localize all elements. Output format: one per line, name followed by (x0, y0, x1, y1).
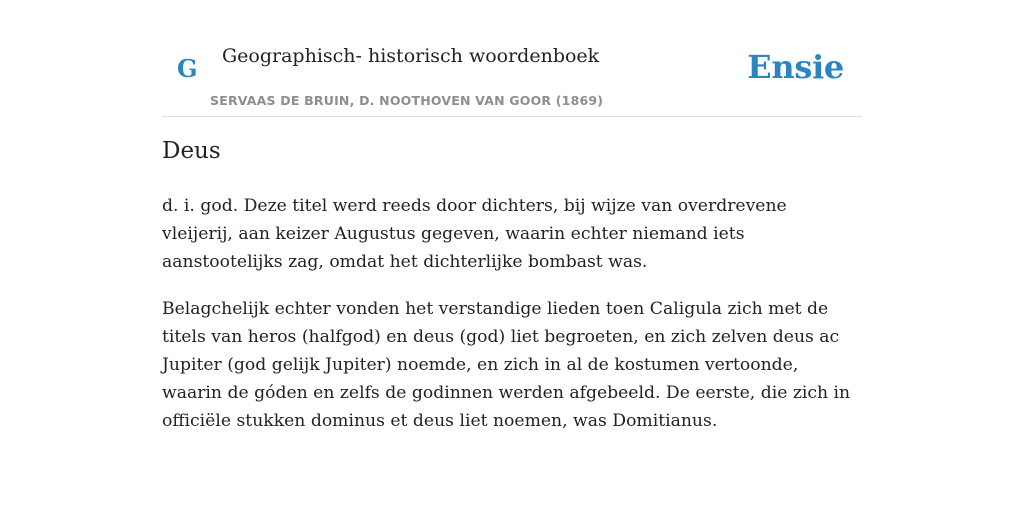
entry-paragraph: Belagchelijk echter vonden het verstandige lieden toen Caligula zich met de titels van heros (halfgod) en deus (god) liet begroeten, en zich zelven deus ac Jupiter (god gelijk Jupiter) noemde, en zich in al de kostumen vertoonde, waarin de góden en zelfs de godinnen werden afgebeeld. De eerste, die zich in officiële stukken dominus et deus liet noemen, was Domitianus. (162, 299, 851, 431)
book-title-link[interactable]: Geographisch- historisch woordenboek (222, 45, 600, 67)
entry-paragraph: d. i. god. Deze titel werd reeds door dichters, bij wijze van overdrevene vleijerij, aan keizer Augustus gegeven, waarin echter niemand iets aanstootelijks zag, omdat het dichterlijke bombast was. (162, 196, 787, 272)
book-author-line: SERVAAS DE BRUIN, D. NOOTHOVEN VAN GOOR (1869) (210, 93, 604, 108)
entry-body (162, 192, 862, 454)
book-header (162, 0, 862, 117)
entry-title: Deus (162, 138, 221, 164)
book-logo-letter[interactable]: G (177, 54, 198, 83)
ensie-logo-link[interactable]: Ensie (747, 48, 844, 86)
